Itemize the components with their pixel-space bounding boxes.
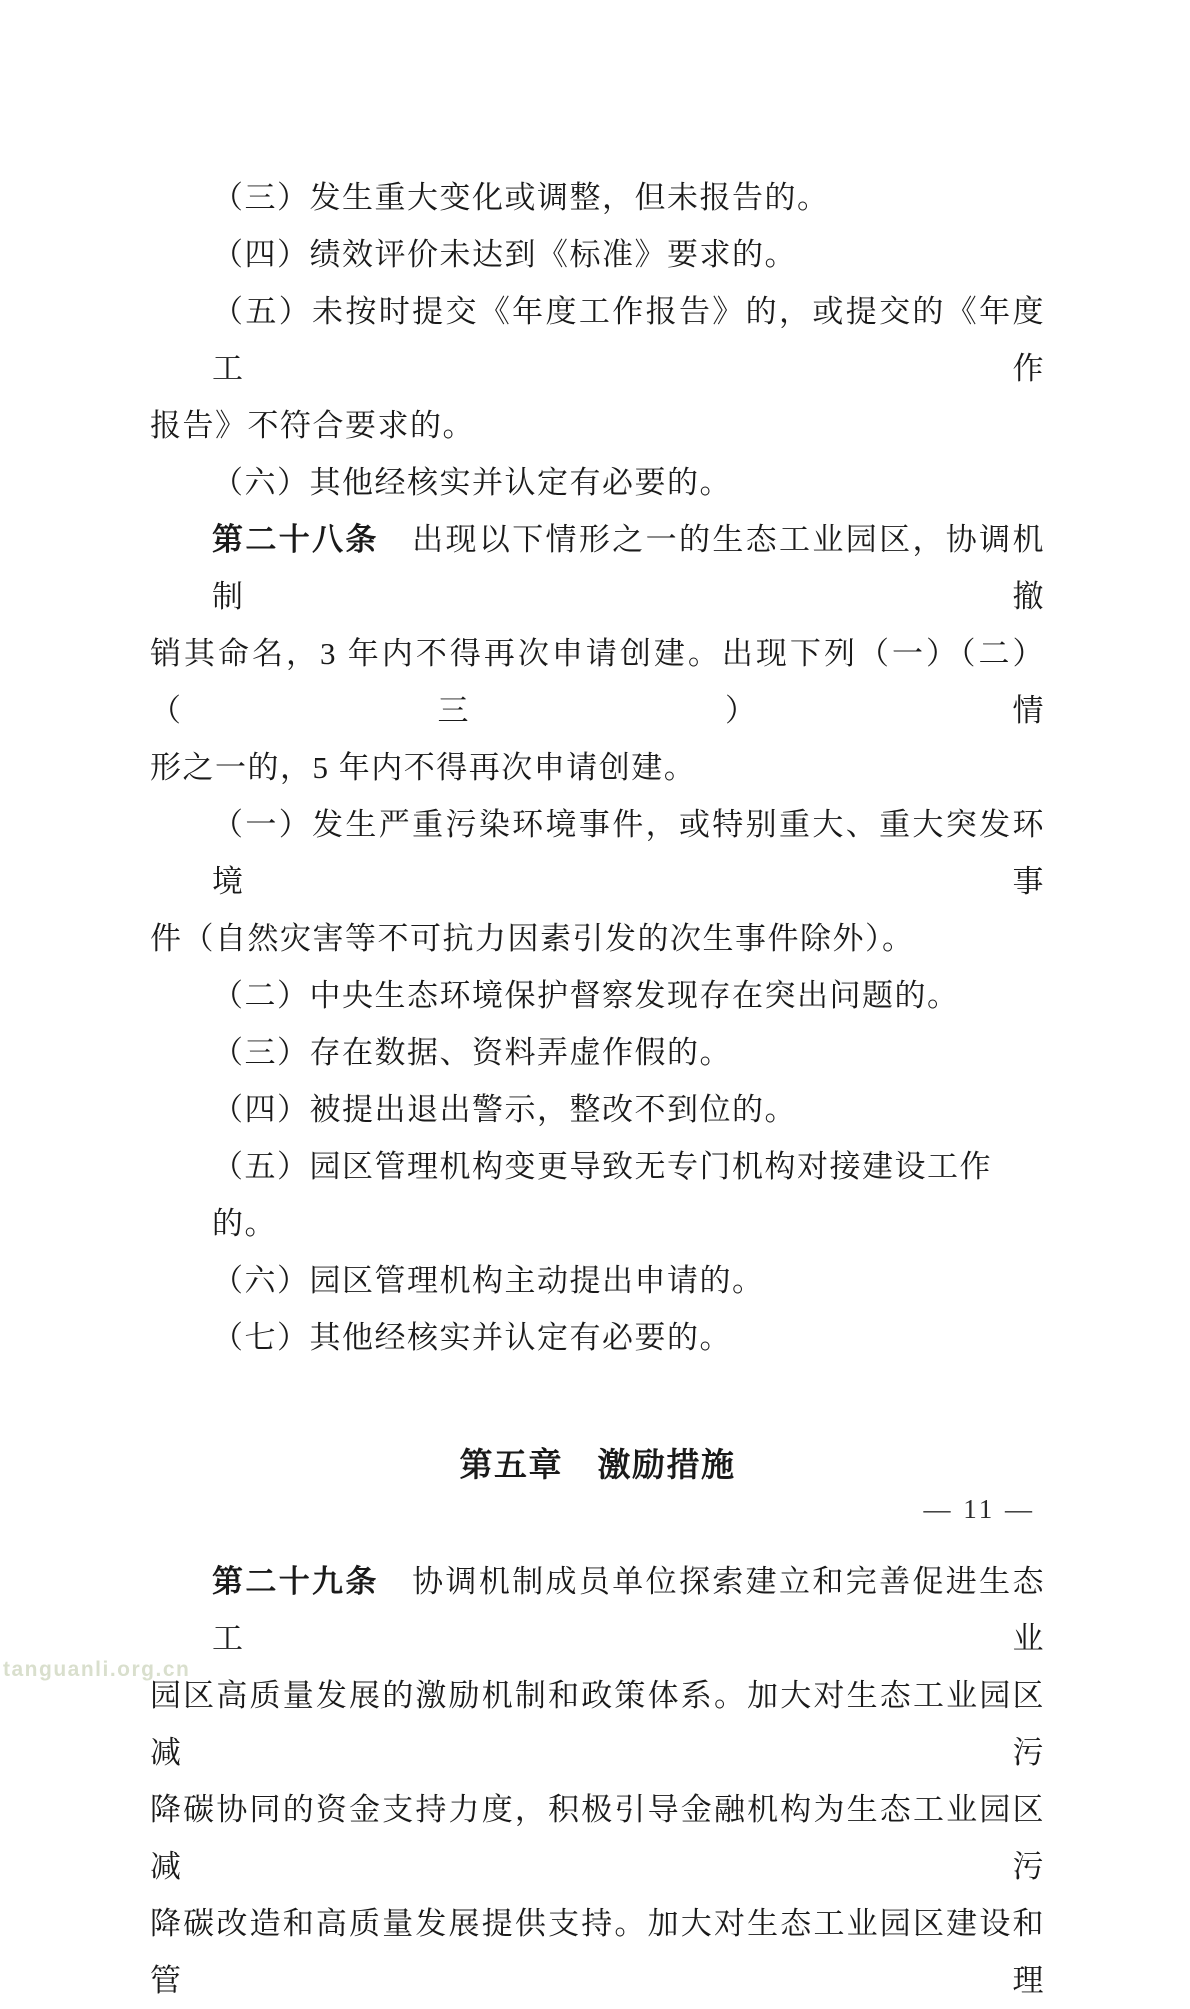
body-text: （六）其他经核实并认定有必要的。 (212, 465, 732, 500)
text-line (150, 1895, 1045, 2009)
body-text: 降碳改造和高质量发展提供支持。加大对生态工业园区建设和管理 (150, 1906, 1045, 1998)
body-text: （四）被提出退出警示，整改不到位的。 (212, 1092, 797, 1127)
text-line (150, 910, 1045, 967)
body-text: 协调机制成员单位探索建立和完善促进生态工业 (212, 1564, 1046, 1656)
chapter-heading (150, 1436, 1045, 1495)
body-text: （五）园区管理机构变更导致无专门机构对接建设工作的。 (212, 1149, 992, 1241)
body-text: 出现以下情形之一的生态工业园区，协调机制撤 (212, 522, 1046, 614)
body-text: （五）未按时提交《年度工作报告》的，或提交的《年度工作 (212, 294, 1045, 386)
page-number: — 11 — (923, 1494, 1035, 1524)
bold-article-label: 第二十八条 (212, 522, 379, 557)
text-line (150, 1781, 1045, 1895)
text-line (150, 1553, 1045, 1667)
text-line (150, 169, 1045, 226)
text-line (150, 1138, 1045, 1252)
text-line (150, 1024, 1045, 1081)
bold-article-label: 第五章 激励措施 (459, 1446, 736, 1483)
text-line (150, 796, 1045, 910)
body-text: （一）发生严重污染环境事件，或特别重大、重大突发环境事 (212, 807, 1045, 899)
body-text: （三）存在数据、资料弄虚作假的。 (212, 1035, 732, 1070)
text-line (150, 226, 1045, 283)
text-line (150, 397, 1045, 454)
text-line (150, 1309, 1045, 1366)
text-line (150, 739, 1045, 796)
body-text: 销其命名，3 年内不得再次申请创建。出现下列（一）（二）（三）情 (150, 636, 1045, 728)
body-text: （二）中央生态环境保护督察发现存在突出问题的。 (212, 978, 960, 1013)
body-text: （四）绩效评价未达到《标准》要求的。 (212, 237, 797, 272)
document-body (150, 169, 1045, 2009)
text-line (150, 1252, 1045, 1309)
body-text: 报告》不符合要求的。 (150, 408, 475, 443)
text-line (150, 1081, 1045, 1138)
body-text: 园区高质量发展的激励机制和政策体系。加大对生态工业园区减污 (150, 1678, 1045, 1770)
body-text: （七）其他经核实并认定有必要的。 (212, 1320, 732, 1355)
body-text: 形之一的，5 年内不得再次申请创建。 (150, 750, 697, 785)
text-line (150, 967, 1045, 1024)
body-text: （六）园区管理机构主动提出申请的。 (212, 1263, 765, 1298)
text-line (150, 625, 1045, 739)
body-text: （三）发生重大变化或调整，但未报告的。 (212, 180, 830, 215)
text-line (150, 1667, 1045, 1781)
watermark: tanguanli.org.cn (3, 1658, 191, 1681)
bold-article-label: 第二十九条 (212, 1564, 379, 1599)
text-line (150, 283, 1045, 397)
text-line (150, 454, 1045, 511)
body-text: 件（自然灾害等不可抗力因素引发的次生事件除外）。 (150, 921, 915, 956)
text-line (150, 511, 1045, 625)
body-text: 降碳协同的资金支持力度，积极引导金融机构为生态工业园区减污 (150, 1792, 1045, 1884)
